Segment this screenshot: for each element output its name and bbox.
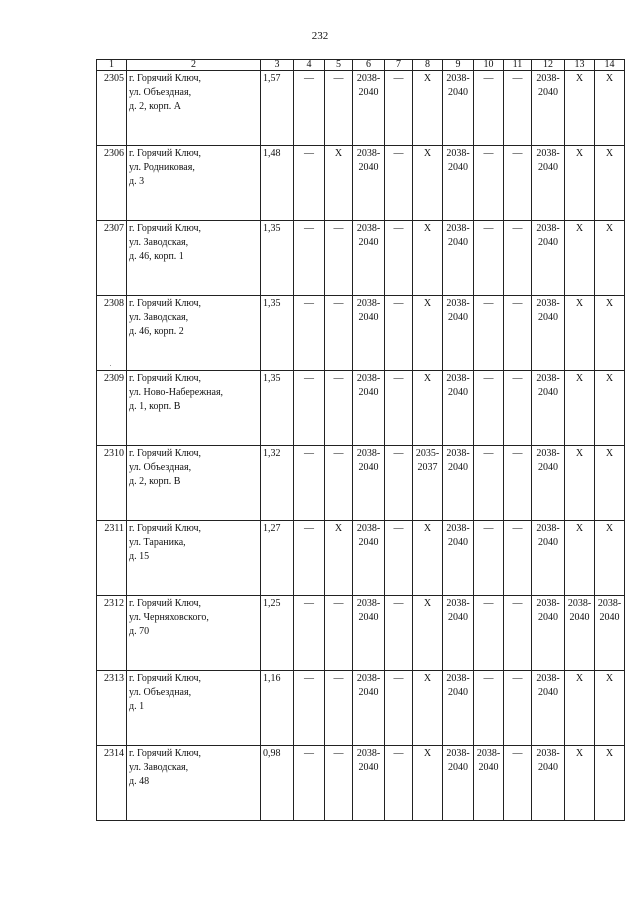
address-cell: г. Горячий Ключ, ул. Ново-Набережная, д. 1, корп. В — [127, 371, 261, 446]
table-cell: 2038- 2040 — [565, 596, 595, 671]
table-cell: X — [413, 671, 443, 746]
table-cell: — — [385, 671, 413, 746]
table-cell: — — [294, 596, 325, 671]
table-cell: 2038- 2040 — [532, 671, 565, 746]
table-cell: — — [474, 371, 504, 446]
row-number-cell: 2307 — [97, 221, 127, 296]
table-cell: 2038- 2040 — [353, 371, 385, 446]
table-cell: — — [474, 146, 504, 221]
table-cell: — — [474, 596, 504, 671]
table-cell: 2038- 2040 — [474, 746, 504, 821]
table-cell: — — [474, 446, 504, 521]
table-cell: — — [294, 221, 325, 296]
table-cell: 2038- 2040 — [353, 446, 385, 521]
table-cell: — — [385, 521, 413, 596]
table-cell: — — [385, 221, 413, 296]
column-number: 6 — [353, 60, 385, 71]
table-cell: — — [325, 296, 353, 371]
table-row — [97, 71, 625, 146]
table-cell: X — [595, 146, 625, 221]
table-cell: 2035- 2037 — [413, 446, 443, 521]
row-number-cell: 2310 — [97, 446, 127, 521]
table-cell: 2038- 2040 — [443, 296, 474, 371]
column-number: 7 — [385, 60, 413, 71]
table-cell: 2038- 2040 — [443, 521, 474, 596]
row-number-cell: 2314 — [97, 746, 127, 821]
table-cell: 1,35 — [261, 296, 294, 371]
table-cell: 0,98 — [261, 746, 294, 821]
table-cell: X — [565, 371, 595, 446]
table-cell: — — [385, 371, 413, 446]
column-number: 9 — [443, 60, 474, 71]
table-cell: X — [595, 671, 625, 746]
table-cell: — — [504, 221, 532, 296]
address-cell: г. Горячий Ключ, ул. Объездная, д. 2, корп. А — [127, 71, 261, 146]
table-cell: — — [504, 71, 532, 146]
table-cell: 2038- 2040 — [443, 146, 474, 221]
table-cell: X — [595, 221, 625, 296]
table-cell: — — [294, 71, 325, 146]
row-number-cell: 2312 — [97, 596, 127, 671]
table-row — [97, 746, 625, 821]
column-number: 14 — [595, 60, 625, 71]
table-cell: X — [325, 521, 353, 596]
table-cell: — — [504, 146, 532, 221]
address-cell: г. Горячий Ключ, ул. Заводская, д. 46, корп. 2 — [127, 296, 261, 371]
table-cell: — — [474, 521, 504, 596]
table-cell: 2038- 2040 — [532, 521, 565, 596]
table-row — [97, 371, 625, 446]
column-number: 5 — [325, 60, 353, 71]
table-body — [97, 60, 625, 821]
table-cell: — — [294, 746, 325, 821]
column-number: 1 — [97, 60, 127, 71]
table-cell: 2038- 2040 — [443, 746, 474, 821]
page-number: 232 — [311, 30, 329, 42]
table-cell: X — [595, 446, 625, 521]
table-cell: — — [385, 146, 413, 221]
table-cell: X — [413, 596, 443, 671]
table-cell: X — [413, 146, 443, 221]
table-row — [97, 671, 625, 746]
column-number-row — [97, 60, 625, 71]
table-cell: 1,25 — [261, 596, 294, 671]
table-cell: X — [565, 221, 595, 296]
column-number: 13 — [565, 60, 595, 71]
table-cell: X — [595, 296, 625, 371]
table-cell: 1,57 — [261, 71, 294, 146]
table-row — [97, 446, 625, 521]
table-cell: — — [504, 296, 532, 371]
table-cell: 1,27 — [261, 521, 294, 596]
table-cell: — — [294, 446, 325, 521]
table-cell: X — [413, 296, 443, 371]
table-cell: 2038- 2040 — [443, 446, 474, 521]
table-cell: X — [565, 746, 595, 821]
table-cell: 1,48 — [261, 146, 294, 221]
column-number: 4 — [294, 60, 325, 71]
column-number: 3 — [261, 60, 294, 71]
table-cell: X — [413, 371, 443, 446]
table-cell: X — [595, 71, 625, 146]
table-row — [97, 296, 625, 371]
table-cell: — — [504, 446, 532, 521]
table-cell: — — [325, 71, 353, 146]
table-cell: 2038- 2040 — [532, 71, 565, 146]
table-cell: X — [595, 521, 625, 596]
table-cell: — — [504, 746, 532, 821]
table-cell: X — [565, 521, 595, 596]
table-cell: X — [595, 371, 625, 446]
table-cell: 2038- 2040 — [443, 596, 474, 671]
table-row — [97, 146, 625, 221]
table-cell: — — [504, 671, 532, 746]
address-cell: г. Горячий Ключ, ул. Родниковая, д. 3 — [127, 146, 261, 221]
table-cell: — — [325, 221, 353, 296]
table-cell: — — [474, 296, 504, 371]
column-number: 10 — [474, 60, 504, 71]
table-cell: 2038- 2040 — [443, 671, 474, 746]
address-cell: г. Горячий Ключ, ул. Заводская, д. 46, корп. 1 — [127, 221, 261, 296]
address-cell: г. Горячий Ключ, ул. Черняховского, д. 70 — [127, 596, 261, 671]
table-cell: 2038- 2040 — [353, 146, 385, 221]
table-cell: 2038- 2040 — [443, 221, 474, 296]
table-cell: 2038- 2040 — [353, 596, 385, 671]
table-cell: 1,32 — [261, 446, 294, 521]
table-cell: X — [565, 296, 595, 371]
table-cell: — — [385, 71, 413, 146]
table-cell: 2038- 2040 — [353, 521, 385, 596]
table-cell: — — [294, 671, 325, 746]
table-cell: X — [565, 446, 595, 521]
table-cell: 2038- 2040 — [353, 746, 385, 821]
table-cell: — — [325, 746, 353, 821]
column-number: 11 — [504, 60, 532, 71]
table-cell: — — [504, 521, 532, 596]
table-cell: 2038- 2040 — [443, 371, 474, 446]
table-cell: 2038- 2040 — [353, 221, 385, 296]
table-cell: 2038- 2040 — [532, 146, 565, 221]
table-cell: 2038- 2040 — [353, 296, 385, 371]
table-cell: — — [474, 221, 504, 296]
table-cell: 2038- 2040 — [532, 596, 565, 671]
row-number-cell: 2308 — [97, 296, 127, 371]
table-cell: — — [504, 371, 532, 446]
table-cell: X — [565, 146, 595, 221]
table-cell: — — [294, 371, 325, 446]
table-cell: — — [294, 296, 325, 371]
row-number-cell: 2306 — [97, 146, 127, 221]
table-cell: 1,35 — [261, 371, 294, 446]
table-cell: 2038- 2040 — [532, 446, 565, 521]
table-cell: X — [413, 71, 443, 146]
table-cell: — — [385, 296, 413, 371]
table-cell: — — [385, 596, 413, 671]
address-cell: г. Горячий Ключ, ул. Объездная, д. 1 — [127, 671, 261, 746]
table-cell: — — [385, 746, 413, 821]
table-cell: 2038- 2040 — [353, 71, 385, 146]
table-cell: X — [413, 221, 443, 296]
table-cell: — — [294, 521, 325, 596]
row-number-cell: 2313 — [97, 671, 127, 746]
table-cell: X — [413, 746, 443, 821]
row-number-cell: 2311 — [97, 521, 127, 596]
column-number: 2 — [127, 60, 261, 71]
table-cell: X — [325, 146, 353, 221]
table-cell: X — [565, 71, 595, 146]
row-number-cell: 2305 — [97, 71, 127, 146]
table-cell: — — [294, 146, 325, 221]
address-cell: г. Горячий Ключ, ул. Заводская, д. 48 — [127, 746, 261, 821]
address-cell: г. Горячий Ключ, ул. Объездная, д. 2, корп. В — [127, 446, 261, 521]
table-cell: 2038- 2040 — [353, 671, 385, 746]
table-cell: — — [385, 446, 413, 521]
table-cell: X — [595, 746, 625, 821]
table-cell: — — [325, 446, 353, 521]
table-cell: 2038- 2040 — [532, 371, 565, 446]
table-cell: X — [565, 671, 595, 746]
table-row — [97, 521, 625, 596]
table-cell: 2038- 2040 — [532, 296, 565, 371]
table-row — [97, 596, 625, 671]
table-cell: X — [413, 521, 443, 596]
table-cell: — — [474, 71, 504, 146]
table-cell: — — [325, 671, 353, 746]
data-table — [96, 59, 625, 821]
table-cell: 2038- 2040 — [532, 221, 565, 296]
table-cell: — — [474, 671, 504, 746]
column-number: 8 — [413, 60, 443, 71]
table-cell: 1,16 — [261, 671, 294, 746]
table-cell: — — [325, 371, 353, 446]
scan-speck — [110, 365, 111, 366]
table-cell: 2038- 2040 — [595, 596, 625, 671]
table-cell: 2038- 2040 — [443, 71, 474, 146]
table-cell: 1,35 — [261, 221, 294, 296]
table-cell: 2038- 2040 — [532, 746, 565, 821]
column-number: 12 — [532, 60, 565, 71]
table-row — [97, 221, 625, 296]
table-cell: — — [504, 596, 532, 671]
row-number-cell: 2309 — [97, 371, 127, 446]
table-cell: — — [325, 596, 353, 671]
address-cell: г. Горячий Ключ, ул. Тараника, д. 15 — [127, 521, 261, 596]
